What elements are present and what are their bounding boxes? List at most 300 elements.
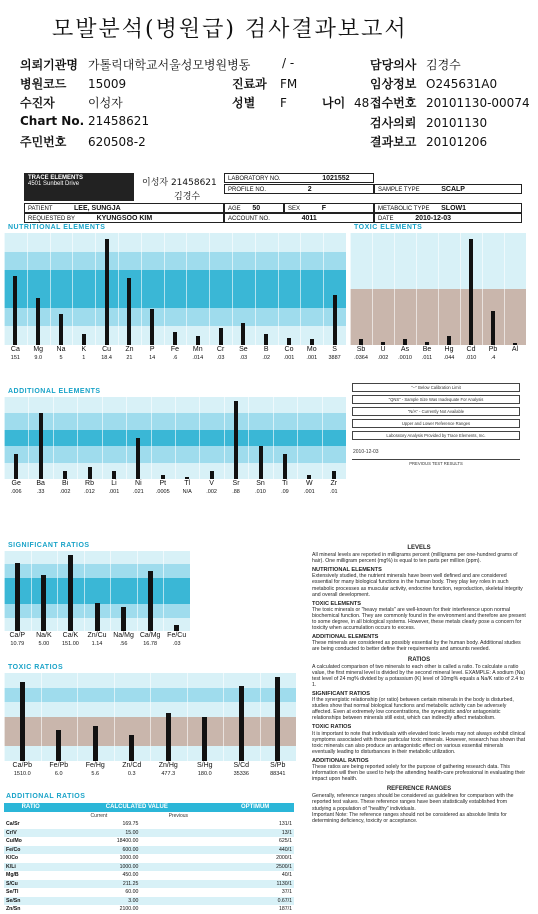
ratio-previous — [140, 888, 216, 897]
additional-bar-bi — [63, 471, 67, 479]
ratio-optimum: 40/1 — [281, 872, 292, 879]
significant-value: .56 — [119, 641, 128, 647]
additional-value: .002 — [206, 489, 217, 495]
nutritional-label: Mn — [192, 346, 203, 353]
toxic-separator — [482, 233, 483, 345]
ratio-optimum: 187/1 — [279, 906, 292, 913]
legend-na: "N/A" - Currently Not Available — [352, 407, 520, 416]
toxic_ratios-value: 88341 — [270, 771, 286, 777]
toxic_ratios-label: Zn/Cd — [122, 762, 142, 769]
significant-bar-namg — [121, 607, 126, 631]
significant-separator — [57, 551, 58, 631]
explanation-paragraph: A calculated comparison of two minerals to each other is called a ratio. To calculate a ratio value, the first mineral level is divided by the second mineral level. EXAMPLE: A sodium (Na) test level of 24 mg% divided by a potassium (K) level of 10mg% equals a Na/K ratio of 2.4 to 1. — [312, 663, 526, 688]
ratio-optimum: 1130/1 — [276, 880, 292, 887]
nutritional-value: .001 — [283, 355, 295, 361]
nutritional-value: 9.0 — [34, 355, 43, 361]
ratio-previous — [140, 880, 216, 889]
ratio-row — [4, 820, 294, 829]
nutritional-value: .02 — [262, 355, 271, 361]
nutritional-value: .6 — [172, 355, 178, 361]
side-code — [528, 377, 536, 477]
additional-separator — [53, 397, 54, 479]
additional-label: Zr — [330, 480, 338, 487]
additional-separator — [322, 397, 323, 479]
ratio-optimum: 131/1 — [279, 821, 292, 828]
explanation-heading: TOXIC RATIOS — [312, 724, 352, 731]
additional-separator — [151, 397, 152, 479]
additional-separator — [199, 397, 200, 479]
explanation-paragraph: These minerals are considered as possibly essential by the human body. Additional studies are being conducted to better define their requirements and amounts needed. — [312, 640, 521, 653]
nutritional-separator — [186, 233, 187, 345]
nutritional-value: .03 — [239, 355, 248, 361]
sub-previous: Previous — [168, 812, 189, 819]
toxic_ratios-label: Zn/Hg — [158, 762, 178, 769]
toxic-value: .011 — [421, 355, 433, 361]
additional-label: Pt — [159, 480, 167, 487]
additional-label: Sr — [232, 480, 240, 487]
hdr-department: 진료과 FM — [232, 77, 298, 91]
explanation-heading: TOXIC ELEMENTS — [312, 600, 362, 607]
toxic_ratios-separator — [4, 673, 5, 761]
nutritional-separator — [4, 233, 5, 345]
toxic-bar-sb — [359, 339, 363, 345]
significant-value: 1.14 — [91, 641, 103, 647]
toxic-title: TOXIC ELEMENTS — [354, 224, 423, 231]
lab-header-box — [24, 173, 522, 223]
toxic-bar-al — [513, 343, 517, 345]
explanation-heading: SIGNIFICANT RATIOS — [312, 690, 371, 697]
ratio-current: 211.25 — [122, 880, 139, 887]
additional-value: .01 — [329, 489, 338, 495]
additional-value: .012 — [84, 489, 95, 495]
toxic_ratios-bar-spb — [275, 677, 280, 761]
explanation-paragraph: It is important to note that individuals with elevated toxic levels may not always exhibit clinical symptoms associated with those particular toxic minerals. However, research has shown that toxic minerals can also produce an antagonistic effect on various essential minerals eventually leading to disturbances in their metabolic utilization. — [312, 730, 526, 755]
toxic-label: Cd — [466, 346, 476, 353]
additional-bar-w — [307, 475, 311, 479]
significant-separator — [4, 551, 5, 631]
explanation-paragraph: Extensively studied, the nutrient minerals have been well defined and are considered essential for many biological functions in the human body. They play key roles in such metabolic processes as muscular activity, endocrine function, reproduction, skeletal integrity and overall development. — [312, 573, 523, 598]
lab-no: LABORATORY NO. 1021552 — [224, 173, 374, 183]
nutritional-bar-fe — [173, 332, 177, 345]
toxic_ratios-label: Fe/Pb — [49, 762, 69, 769]
toxic_ratios-value: 477.3 — [161, 771, 176, 777]
legend-date: 2010-12-03 — [353, 449, 379, 455]
hdr-hospital-code: 병원코드 15009 — [20, 77, 127, 91]
additional-bar-ti — [283, 454, 287, 479]
toxic_ratios-separator — [77, 673, 78, 761]
ratio-name: K/Li — [6, 863, 16, 870]
significant-band — [4, 564, 190, 577]
significant-label: Ca/P — [9, 632, 26, 639]
ratio-name: K/Co — [6, 855, 19, 862]
significant-value: 151.00 — [62, 641, 79, 647]
significant-value: 10.79 — [10, 641, 25, 647]
significant-separator — [137, 551, 138, 631]
explanation-text — [312, 541, 526, 901]
nutritional-value: 14 — [149, 355, 156, 361]
nutritional-separator — [232, 233, 233, 345]
additional-separator — [28, 397, 29, 479]
nutritional-title: NUTRITIONAL ELEMENTS — [8, 224, 106, 231]
ratio-current: 3.00 — [128, 897, 139, 904]
additional-label: Ba — [36, 480, 45, 487]
nutritional-separator — [255, 233, 256, 345]
additional-label: Rb — [85, 480, 94, 487]
ratio-name: Se/Sn — [6, 897, 21, 904]
significant-bar-fecu — [174, 625, 179, 631]
additional-title: ADDITIONAL ELEMENTS — [8, 388, 101, 395]
nutritional-bar-mo — [310, 339, 314, 345]
additional-bar-sn — [259, 446, 263, 479]
ratio-current: 169.75 — [122, 821, 139, 828]
toxic-label: Be — [422, 346, 432, 353]
ratio-row — [4, 854, 294, 863]
nutritional-bar-p — [150, 309, 154, 345]
nutritional-band — [4, 270, 346, 289]
nutritional-value: 5 — [59, 355, 63, 361]
additional-bar-v — [210, 471, 214, 479]
toxic_ratios-separator — [223, 673, 224, 761]
significant-band — [4, 578, 190, 591]
ratio-previous — [140, 854, 216, 863]
nutritional-label: Mg — [33, 346, 44, 353]
toxic-label: Sb — [356, 346, 366, 353]
ratio-current: 600.00 — [122, 846, 139, 853]
nutritional-separator — [278, 233, 279, 345]
ratio-previous — [140, 871, 216, 880]
significant-bar-cak — [68, 555, 73, 631]
toxic_ratios-value: 0.3 — [127, 771, 136, 777]
additional-bar-tl — [185, 477, 189, 479]
toxic_ratios-separator — [187, 673, 188, 761]
ratio-optimum: 2500/1 — [276, 863, 292, 870]
ratio-name: Cu/Mo — [6, 838, 22, 845]
additional-separator — [248, 397, 249, 479]
significant-separator — [110, 551, 111, 631]
ratio-previous — [140, 905, 216, 914]
scan-date: DATE 2010-12-03 — [374, 213, 522, 223]
nutritional-label: Mo — [306, 346, 317, 353]
nutritional-label: Zn — [125, 346, 134, 353]
nutritional-separator — [141, 233, 142, 345]
ratio-row — [4, 863, 294, 872]
nutritional-separator — [50, 233, 51, 345]
nutritional-value: .001 — [306, 355, 318, 361]
ratio-current: 18400.00 — [116, 838, 139, 845]
additional-value: N/A — [182, 489, 192, 495]
additional-label: Ge — [11, 480, 21, 487]
toxic-elements-panel — [350, 225, 526, 367]
explanation-heading: LEVELS — [407, 545, 431, 551]
nutritional-separator — [95, 233, 96, 345]
nutritional-band — [4, 252, 346, 271]
additional-separator — [273, 397, 274, 479]
additional-bar-ge — [14, 454, 18, 479]
report-title: 모발분석(병원급) 검사결과보고서 — [52, 17, 408, 42]
toxic-bar-u — [381, 342, 385, 345]
significant-bar-nak — [41, 575, 46, 631]
additional-value: .001 — [108, 489, 120, 495]
ratio-name: Fe/Co — [6, 846, 21, 853]
additional-separator — [297, 397, 298, 479]
nutritional-value: 21 — [126, 355, 133, 361]
ratio-current: 450.00 — [122, 872, 139, 879]
toxic-separator — [350, 233, 351, 345]
nutritional-bar-mn — [196, 336, 200, 345]
ratio-current: 60.00 — [125, 889, 139, 896]
toxic_ratios-label: S/Hg — [196, 762, 213, 769]
col-optimum: OPTIMUM — [216, 803, 294, 812]
col-calculated: CALCULATED VALUE — [57, 803, 216, 812]
additional-separator — [224, 397, 225, 479]
nutritional-value: 3887 — [328, 355, 341, 361]
toxic-bar-hg — [447, 336, 451, 345]
lab-logo: TRACE ELEMENTS 4501 Sunbelt Drive — [24, 173, 134, 201]
additional-ratios-title: ADDITIONAL RATIOS — [6, 793, 86, 800]
explanation-paragraph: These ratios are being reported solely for the purpose of gathering research data. This information will then be used to help the attending health-care professional in evaluating their impact upon health. — [312, 764, 526, 783]
ratio-row — [4, 880, 294, 889]
toxic-ratios-title: TOXIC RATIOS — [8, 664, 64, 671]
toxic-bar-be — [425, 342, 429, 345]
additional-bar-rb — [88, 467, 92, 479]
significant-separator — [84, 551, 85, 631]
explanation-paragraph: The toxic minerals or "heavy metals" are well-known for their interference upon normal biochemical function. They are commonly found in the environment and therefore are present to some degree, in all biological systems. However, these metals clearly pose a concern for toxicity when accumulation occurs to excess. — [312, 606, 526, 632]
additional-value: .0005 — [155, 489, 170, 495]
toxic-value: .0364 — [354, 355, 368, 361]
toxic-value: .4 — [490, 355, 496, 361]
ratio-previous — [140, 837, 216, 846]
explanation-heading: ADDITIONAL RATIOS — [312, 757, 369, 764]
legend-qns: "QNS" - Sample Size Was Inadequate For Analysis — [352, 395, 520, 404]
nutritional-bar-na — [59, 314, 63, 345]
toxic-bar-pb — [491, 311, 495, 345]
ratio-optimum: 625/1 — [279, 838, 292, 845]
col-ratio: RATIO — [4, 803, 57, 812]
toxic_ratios-bar-capb — [20, 682, 25, 761]
toxic-value: .010 — [465, 355, 477, 361]
hdr-patient: 수진자 이성자 — [20, 96, 123, 110]
toxic_ratios-bar-zncd — [129, 735, 134, 761]
significant-label: Fe/Cu — [167, 632, 187, 639]
explanation-heading: NUTRITIONAL ELEMENTS — [312, 567, 382, 574]
additional-value: .006 — [10, 489, 22, 495]
ratio-previous — [140, 829, 216, 838]
nutritional-value: 18.4 — [101, 355, 112, 361]
toxic-value: .044 — [443, 355, 455, 361]
nutritional-value: 151 — [10, 355, 20, 361]
ratio-previous — [140, 846, 216, 855]
nutritional-bar-cu — [105, 239, 109, 345]
sub-current: Current — [90, 812, 108, 819]
additional-label: Li — [111, 480, 117, 487]
nutritional-separator — [300, 233, 301, 345]
nutritional-label: K — [81, 346, 87, 353]
additional-separator — [102, 397, 103, 479]
nutritional-bar-se — [241, 323, 245, 345]
toxic_ratios-separator — [150, 673, 151, 761]
toxic_ratios-label: S/Cd — [233, 762, 250, 769]
ratio-row — [4, 888, 294, 897]
significant-value: 5.00 — [38, 641, 50, 647]
toxic_ratios-value: 35336 — [233, 771, 249, 777]
toxic_ratios-value: 180.0 — [197, 771, 212, 777]
toxic-label: Hg — [444, 346, 454, 353]
additional-bar-pt — [161, 475, 165, 479]
toxic_ratios-separator — [114, 673, 115, 761]
additional-bar-ba — [39, 413, 43, 479]
toxic_ratios-bar-fepb — [56, 730, 61, 761]
ratio-current: 2100.00 — [119, 906, 139, 913]
nutritional-band — [4, 308, 346, 327]
significant-label: Zn/Cu — [87, 632, 107, 639]
toxic-label: Al — [511, 346, 519, 353]
additional-value: .010 — [255, 489, 266, 495]
legend-note: Upper and Lower Reference Ranges — [352, 419, 520, 428]
ratio-name: Ca/Sr — [6, 821, 20, 828]
ratio-name: Cr/V — [6, 829, 17, 836]
toxic-bar-as — [403, 339, 407, 345]
nutritional-value: .014 — [192, 355, 204, 361]
additional-value: .33 — [36, 489, 45, 495]
additional-elements-panel — [4, 389, 346, 501]
toxic-separator — [438, 233, 439, 345]
nutritional-elements-panel — [4, 225, 346, 367]
nutritional-label: Cu — [102, 346, 112, 353]
ratio-name: Se/Tl — [6, 889, 19, 896]
additional-value: .002 — [59, 489, 71, 495]
ratio-row — [4, 871, 294, 880]
significant-label: Ca/K — [62, 632, 79, 639]
ratio-optimum: 440/1 — [279, 846, 292, 853]
nutritional-label: S — [332, 346, 337, 353]
nutritional-band — [4, 289, 346, 308]
nutritional-label: Fe — [170, 346, 180, 353]
significant-separator — [31, 551, 32, 631]
scan-sex: SEX F — [284, 203, 374, 213]
additional-ratios-table — [4, 803, 294, 914]
toxic-value: .002 — [377, 355, 389, 361]
toxic_ratios-separator — [41, 673, 42, 761]
nutritional-band — [4, 233, 346, 252]
toxic-label: As — [400, 346, 410, 353]
nutritional-bar-zn — [127, 278, 131, 345]
legend-dashed: "--" Below Calibration Limit — [352, 383, 520, 392]
additional-value: .09 — [281, 489, 289, 495]
ratio-name: S/Cu — [6, 880, 18, 887]
ratio-row — [4, 837, 294, 846]
additional-separator — [175, 397, 176, 479]
ratio-previous — [140, 820, 216, 829]
additional-value: .88 — [232, 489, 240, 495]
additional-label: Sn — [256, 480, 265, 487]
nutritional-label: B — [263, 346, 269, 353]
significant-value: 16.78 — [143, 641, 157, 647]
ratio-row — [4, 846, 294, 855]
patient-name: PATIENT LEE, SUNGJA — [24, 203, 224, 213]
hdr-sex: 성별 F — [232, 96, 287, 110]
metabolic-type: METABOLIC TYPE SLOW1 — [374, 203, 522, 213]
handwritten-patient: 이성자 21458621 — [142, 178, 217, 188]
profile-no: PROFILE NO. 2 — [224, 184, 374, 194]
handwritten-doctor: 김경수 — [174, 192, 201, 202]
toxic-ratios-panel — [4, 665, 296, 783]
nutritional-label: Cr — [216, 346, 225, 353]
significant-bar-cap — [15, 563, 20, 631]
toxic-label: U — [380, 346, 386, 353]
toxic-label: Pb — [488, 346, 498, 353]
toxic_ratios-bar-znhg — [166, 713, 171, 761]
significant-label: Na/K — [36, 632, 52, 639]
toxic-separator — [394, 233, 395, 345]
toxic_ratios-label: Ca/Pb — [12, 762, 32, 769]
requested-by: REQUESTED BY KYUNGSOO KIM — [24, 213, 224, 223]
ratio-previous — [140, 863, 216, 872]
toxic-value: .0010 — [398, 355, 412, 361]
nutritional-separator — [72, 233, 73, 345]
additional-bar-sr — [234, 401, 238, 479]
hdr-doctor: 담당의사 김경수 — [370, 58, 461, 72]
explanation-paragraph: All mineral levels are reported in milligrams percent (milligrams per one-hundred grams of hair). One milligram percent (mg%) is equal to ten parts per million (ppm). — [312, 552, 518, 565]
additional-bar-zr — [332, 471, 336, 479]
nutritional-label: Co — [284, 346, 294, 353]
nutritional-separator — [323, 233, 324, 345]
nutritional-separator — [209, 233, 210, 345]
toxic_ratios-separator — [260, 673, 261, 761]
additional-value: .001 — [303, 489, 315, 495]
nutritional-separator — [164, 233, 165, 345]
nutritional-label: Na — [56, 346, 66, 353]
hdr-report-date: 결과보고 20101206 — [370, 135, 488, 149]
nutritional-label: Se — [239, 346, 248, 353]
additional-label: W — [306, 480, 313, 487]
account-no: ACCOUNT NO. 4011 — [224, 213, 374, 223]
legend-box — [352, 380, 520, 505]
additional-separator — [77, 397, 78, 479]
hdr-request-date: 검사의뢰 20101130 — [370, 116, 488, 130]
hdr-institution: 의뢰기관명 가톨릭대학교서울성모병원병동 — [20, 58, 251, 72]
ratio-current: 15.00 — [125, 829, 139, 836]
toxic_ratios-label: S/Pb — [270, 762, 286, 769]
additional-label: Ti — [282, 480, 288, 487]
hdr-resident-no: 주민번호 620508-2 — [20, 135, 146, 149]
additional-bar-ni — [136, 438, 140, 479]
nutritional-value: .03 — [216, 355, 225, 361]
legend-certified: Laboratory Analysis Provided by Trace Elements, Inc. — [352, 431, 520, 440]
toxic-separator — [372, 233, 373, 345]
ratio-row — [4, 829, 294, 838]
explanation-heading: RATIOS — [407, 656, 431, 663]
toxic-separator — [416, 233, 417, 345]
hdr-age: 나이 48 — [322, 96, 370, 110]
additional-label: Ni — [135, 480, 142, 487]
significant-separator — [163, 551, 164, 631]
explanation-paragraph: Generally, reference ranges should be considered as guidelines for comparison with the reported test values. These reference ranges have been statistically established from studying a population of "healthy" individuals. — [312, 793, 514, 812]
ratio-current: 1000.00 — [119, 855, 139, 862]
toxic_ratios-value: 6.0 — [54, 771, 63, 777]
explanation-paragraph: If the synergistic relationship (or ratio) between certain minerals in the body is disturbed, studies show that normal biological functions and metabolic activity can be adversely affected. Even at extremely low concentrations, the synergistic and/or antagonistic relationships between minerals still exist, which can indirectly affect metabolism. — [312, 697, 514, 722]
significant-ratios-panel — [4, 543, 190, 653]
ratio-optimum: 37/1 — [281, 889, 292, 896]
toxic_ratios-bar-fehg — [93, 726, 98, 761]
scanned-report — [0, 167, 538, 913]
toxic_ratios-value: 1510.0 — [13, 771, 31, 777]
hdr-ward: / - — [282, 56, 295, 70]
scan-age: AGE 50 — [224, 203, 284, 213]
additional-separator — [4, 397, 5, 479]
significant-label: Ca/Mg — [139, 632, 161, 639]
nutritional-bar-co — [287, 338, 291, 345]
ratio-optimum: 0.67/1 — [277, 897, 292, 904]
